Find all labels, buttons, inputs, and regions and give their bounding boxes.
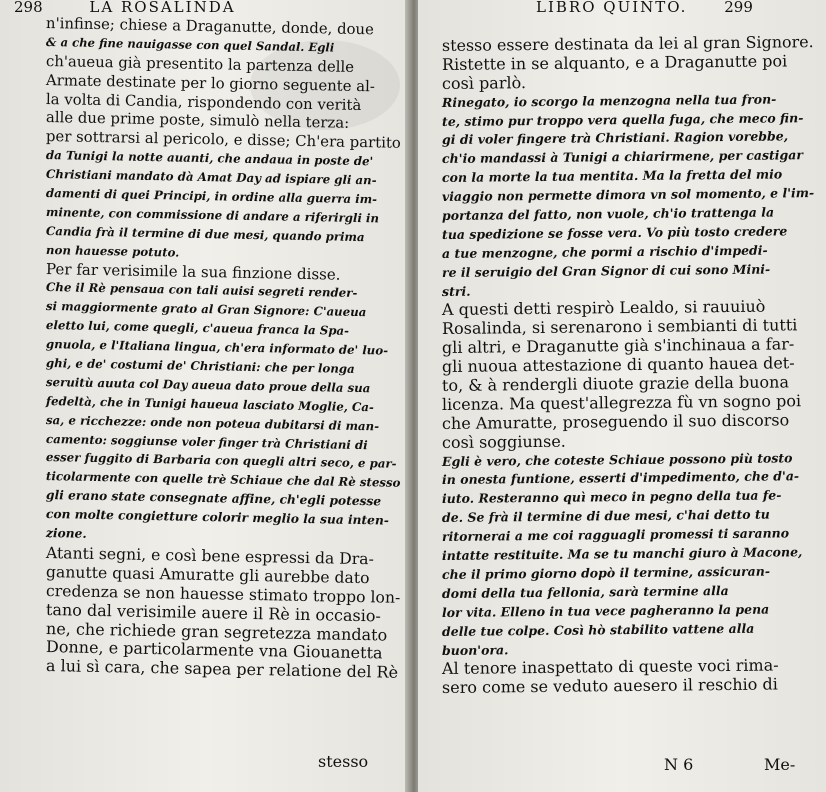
text-line: Rosalinda, si serenarono i sembianti di tutti [441, 315, 798, 339]
right-page [418, 0, 826, 792]
text-line: Christiani mandato dà Amat Day ad ispiare gli an- [45, 167, 377, 188]
text-line: a tue menzogne, che pormi a rischio d'impedi- [441, 242, 768, 261]
text-line: seruitù auuta col Day aueua dato proue della sua [45, 374, 371, 396]
text-line: per sottrarsi al pericolo, e disse; Ch'era partito [45, 127, 402, 153]
text-line: Donne, e particolarmente vna Giouanetta [45, 637, 383, 663]
text-line: ghi, e de' costumi de' Christiani: che per longa [45, 356, 355, 376]
right-running-head [536, 0, 753, 16]
text-line: minente, con commissione di andare a riferirgli in [45, 204, 380, 226]
right-signature-mark: N 6 [664, 755, 694, 774]
right-body-text [441, 32, 815, 698]
text-line: re il seruigio del Gran Signor di cui sono Mini- [441, 261, 771, 280]
text-line: con la morte la tua mentita. Ma la fretta del mio [441, 166, 783, 186]
text-line: stesso essere destinata da lei al gran Signore. [441, 32, 814, 55]
left-page-number: 298 [14, 0, 43, 16]
text-line: ne, che richiede gran segretezza mandato [45, 618, 388, 645]
text-line: eletto lui, come quegli, c'aueua franca la Spa- [45, 318, 350, 339]
text-line: Rinegato, io scorgo la menzogna nella tua fron- [441, 91, 777, 110]
text-line: gi di voler fingere trà Christiani. Ragion vorebbe, [441, 128, 789, 148]
text-line: la volta di Candia, rispondendo con verità [45, 89, 362, 114]
text-line: domi della tua fellonia, sarà termine alla [441, 582, 729, 601]
text-line: Egli è vero, che coteste Schiaue possono più tosto [441, 449, 793, 469]
text-line: n'infinse; chiese a Draganutte, donde, doue [45, 14, 375, 39]
text-line: te, stimo pur troppo vera quella fuga, che meco fin- [441, 109, 804, 129]
text-line: ritornerai a me coi ragguagli promessi ti saranno [441, 525, 790, 545]
text-line: così soggiunse. [441, 431, 566, 452]
text-line: sero come se veduto auesero il reschio di [441, 674, 778, 698]
text-line: tano dal verisimile auere il Rè in occasio- [45, 599, 382, 626]
text-line: a lui sì cara, che sapea per relatione del Rè [45, 656, 399, 683]
right-catchword: Me- [764, 755, 796, 774]
text-line: Atanti segni, e così bene espressi da Dra- [45, 542, 375, 569]
text-line: ch'aueua già presentito la partenza delle [45, 51, 355, 76]
left-head-title: LA ROSALINDA [89, 0, 236, 16]
text-line: in onesta funtione, esserti d'impedimento, che d'a- [441, 468, 800, 488]
text-line: delle tue colpe. Così hò stabilito vattene alla [441, 620, 755, 639]
text-line: così parlò. [441, 72, 527, 93]
text-line: ticolarmente con quelle trè Schiaue che dal Rè stesso [45, 469, 401, 491]
text-line: gnuola, e l'Italiana lingua, ch'era informato de' luo- [45, 337, 389, 358]
text-line: si maggiormente grato al Gran Signore: C'aueua [45, 299, 367, 320]
left-page [0, 0, 410, 792]
text-line: sa, e ricchezze: onde non poteua dubitarsi di man- [45, 412, 380, 434]
text-line: non hauesse potuto. [45, 242, 180, 260]
text-line: zione. [45, 526, 87, 541]
text-line: credenza se non hauesse stimato troppo lon- [45, 580, 401, 607]
ink-bleed-stain [250, 40, 400, 130]
text-line: Al tenore inaspettato di queste voci rima- [441, 655, 779, 679]
text-line: Che il Rè pensaua con tali auisi segreti render- [45, 280, 358, 301]
text-line: che Amuratte, proseguendo il suo discorso [441, 410, 790, 433]
text-line: to, & à rendergli diuote grazie della buona [441, 372, 790, 396]
text-line: buon'ora. [441, 641, 509, 658]
text-line: da Tunigi la notte auanti, che andaua in poste de' [45, 148, 374, 169]
text-line: Armate destinate per lo giorno seguente al- [45, 70, 376, 95]
text-line: damenti di quei Principi, in ordine alla guerra im- [45, 186, 378, 207]
text-line: con molte congietture colorir meglio la sua inten- [45, 507, 390, 528]
text-line: gli erano state consegnate affine, ch'egli potesse [45, 488, 382, 509]
text-line: & a che fine nauigasse con quel Sandal. Egli [45, 34, 335, 55]
text-line: camento: soggiunse voler finger trà Christiani di [45, 431, 368, 452]
text-line: intatte restituite. Ma se tu manchi giuro à Macone, [441, 544, 803, 564]
text-line: gli nuoua attestazione di quanto hauea det- [441, 353, 795, 377]
text-line: de. Se frà il termine di due mesi, c'hai detto tu [441, 506, 770, 526]
text-line: che il primo giorno dopò il termine, assicuran- [441, 563, 771, 582]
text-line: Candia frà il termine di due mesi, quando prima [45, 223, 365, 244]
text-line: licenza. Ma quest'allegrezza fù vn sogno poi [441, 391, 802, 414]
text-line: iuto. Resteranno quì meco in pegno della tua fe- [441, 487, 782, 507]
text-line: fedeltà, che in Tunigi haueua lasciato Moglie, Ca- [45, 393, 374, 415]
text-line: Per far verisimile la sua finzione disse. [45, 259, 341, 284]
text-line: alle due prime poste, simulò nella terza: [45, 108, 350, 133]
text-line: ganutte quasi Amuratte gli aurebbe dato [45, 561, 370, 588]
text-line: lor vita. Elleno in tua vece pagheranno la pena [441, 601, 770, 620]
right-page-number: 299 [724, 0, 753, 16]
text-line: esser fuggito di Barbaria con quegli altri seco, e par- [45, 450, 397, 472]
left-catchword: stesso [318, 752, 369, 771]
text-line: Ristette in se alquanto, e a Draganutte poi [441, 51, 788, 74]
text-line: viaggio non permette dimora vn sol momento, e l'im- [441, 185, 815, 205]
text-line: tua spedizione se fosse vera. Vo più tosto credere [441, 223, 788, 242]
right-head-title: LIBRO QUINTO. [536, 0, 688, 16]
text-line: portanza del fatto, non vuole, ch'io trattenga la [441, 204, 775, 224]
text-line: ch'io mandassi à Tunigi a chiarirmene, per castigar [441, 147, 803, 167]
text-line: stri. [441, 283, 471, 299]
text-line: A questi detti respirò Lealdo, si rauuiuò [441, 297, 766, 320]
text-line: gli altri, e Draganutte già s'inchinaua a far- [441, 334, 795, 358]
